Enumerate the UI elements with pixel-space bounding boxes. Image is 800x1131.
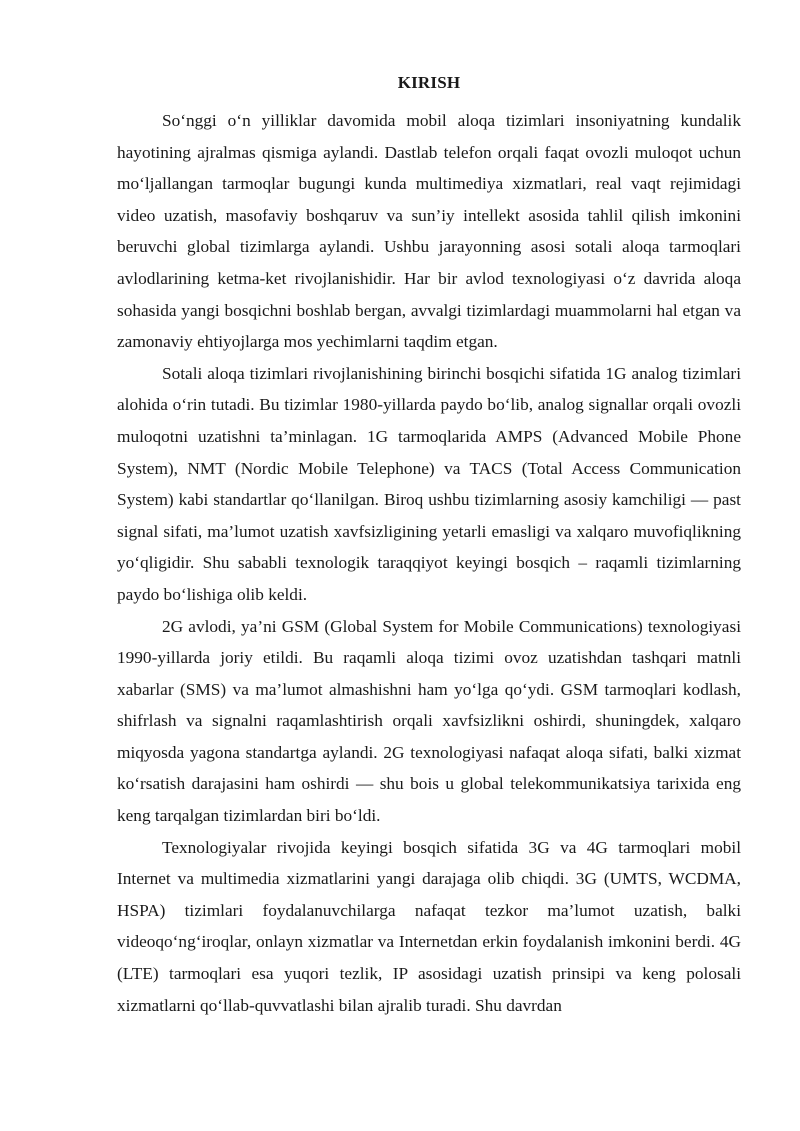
paragraph-3: 2G avlodi, ya’ni GSM (Global System for Mobile Communications) texnologiyasi 1990-yillarda joriy etildi. Bu raqamli aloqa tizimi ovoz uzatishdan tashqari matnli xabarlar (SMS) va ma’lumot almashishni ham yo‘lga qo‘ydi. GSM tarmoqlari kodlash, shifrlash va signalni raqamlashtirish orqali xavfsizlikni oshirdi, shuningdek, xalqaro miqyosda yagona standartga aylandi. 2G texnologiyasi nafaqat aloqa sifati, balki xizmat ko‘rsatish darajasini ham oshirdi — shu bois u global telekommunikatsiya tarixida eng keng tarqalgan tizimlardan biri bo‘ldi. <box>117 616 741 826</box>
paragraph-4: Texnologiyalar rivojida keyingi bosqich sifatida 3G va 4G tarmoqlari mobil Internet va multimedia xizmatlarini yangi darajaga olib chiqdi. 3G (UMTS, WCDMA, HSPA) tizimlari foydalanuvchilarga nafaqat tezkor ma’lumot uzatish, balki videoqo‘ng‘iroqlar, onlayn xizmatlar va Internetdan erkin foydalanish imkonini berdi. 4G (LTE) tarmoqlari esa yuqori tezlik, IP asosidagi uzatish prinsipi va keng polosali xizmatlarni qo‘llab-quvvatlashi bilan ajralib turadi. Shu davrdan <box>117 837 741 1015</box>
paragraph-2: Sotali aloqa tizimlari rivojlanishining birinchi bosqichi sifatida 1G analog tizimlari alohida o‘rin tutadi. Bu tizimlar 1980-yillarda paydo bo‘lib, analog signallar orqali ovozli muloqotni uzatishni ta’minlagan. 1G tarmoqlarida AMPS (Advanced Mobile Phone System), NMT (Nordic Mobile Telephone) va TACS (Total Access Communication System) kabi standartlar qo‘llanilgan. Biroq ushbu tizimlarning asosiy kamchiligi — past signal sifati, ma’lumot uzatish xavfsizligining yetarli emasligi va xalqaro muvofiqlikning yo‘qligidir. Shu sababli texnologik taraqqiyot keyingi bosqich – raqamli tizimlarning paydo bo‘lishiga olib keldi. <box>117 363 741 604</box>
document-body <box>117 72 741 1021</box>
paragraph-1: So‘nggi o‘n yilliklar davomida mobil aloqa tizimlari insoniyatning kundalik hayotining ajralmas qismiga aylandi. Dastlab telefon orqali faqat ovozli muloqot uchun mo‘ljallangan tarmoqlar bugungi kunda multimediya xizmatlari, real vaqt rejimidagi video uzatish, masofaviy boshqaruv va sun’iy intellekt asosida tahlil qilish imkonini beruvchi global tizimlarga aylandi. Ushbu jarayonning asosi sotali aloqa tarmoqlari avlodlarining ketma-ket rivojlanishidir. Har bir avlod texnologiyasi o‘z davrida aloqa sohasida yangi bosqichni boshlab bergan, avvalgi tizimlardagi muammolarni hal etgan va zamonaviy ehtiyojlarga mos yechimlarni taqdim etgan. <box>117 111 741 352</box>
page-title: KIRISH <box>397 73 461 92</box>
